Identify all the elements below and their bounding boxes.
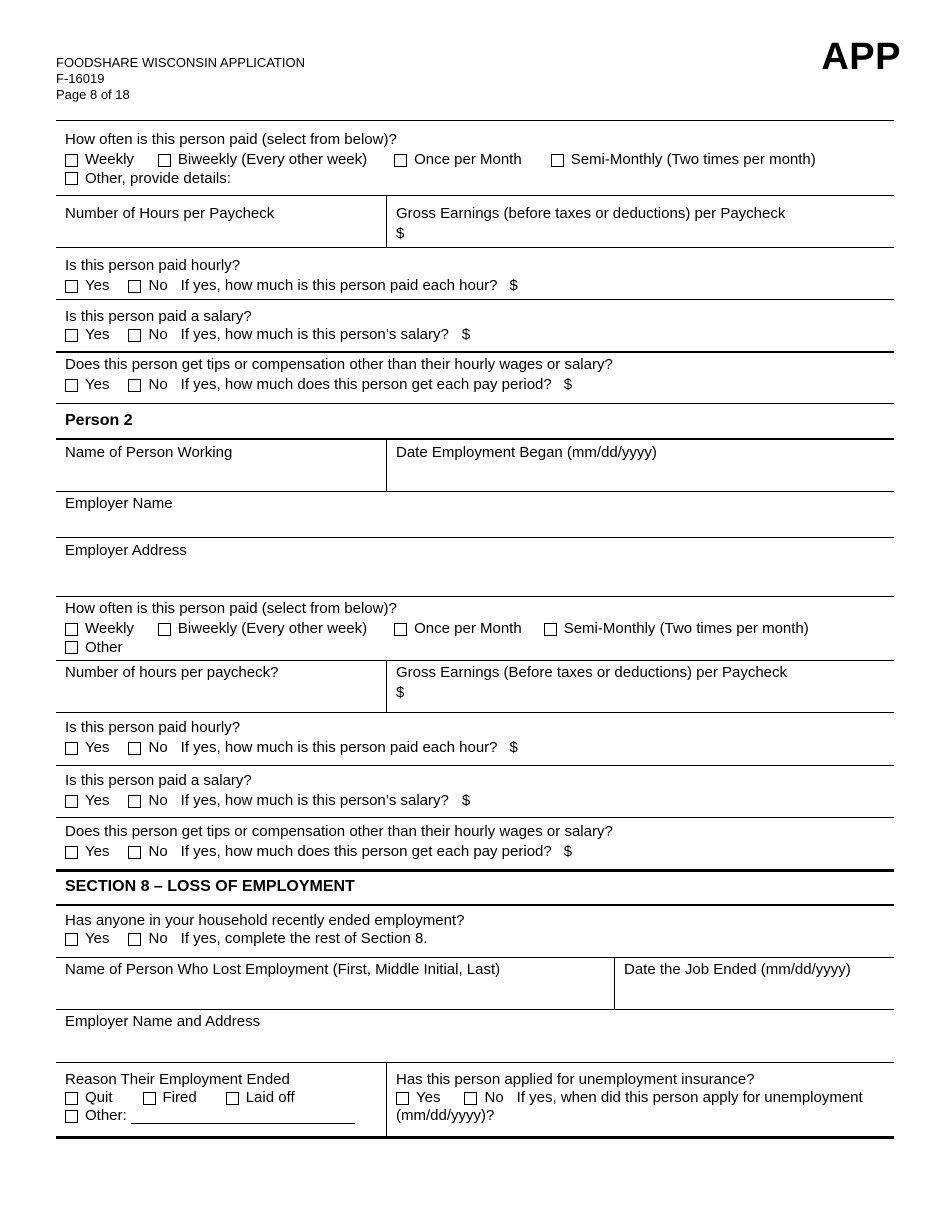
s8-ui-no-checkbox[interactable] xyxy=(464,1092,477,1105)
s8-other-input[interactable] xyxy=(131,1109,355,1124)
s8-other-checkbox[interactable] xyxy=(65,1110,78,1123)
p1-gross-dollar: $ xyxy=(396,225,405,242)
p1-other-checkbox[interactable] xyxy=(65,172,78,185)
p1-salary-yes-checkbox[interactable] xyxy=(65,329,78,342)
p2-other-checkbox[interactable] xyxy=(65,641,78,654)
s8-quit-label: Quit xyxy=(85,1089,113,1106)
p1-hourly-question: Is this person paid hourly? xyxy=(65,257,241,274)
s8-employer-row xyxy=(56,1009,894,1062)
s8-ended-row xyxy=(56,904,894,957)
p1-tips-dollar: $ xyxy=(563,376,573,393)
s8-other-label: Other: xyxy=(85,1107,127,1124)
p2-date-began-label: Date Employment Began (mm/dd/yyyy) xyxy=(396,444,657,461)
p1-tips-no-label: No xyxy=(148,376,168,393)
p1-frequency-question: How often is this person paid (select from below)? xyxy=(65,131,397,148)
p1-tips-no-checkbox[interactable] xyxy=(128,379,141,392)
p2-semi-monthly-label: Semi-Monthly (Two times per month) xyxy=(563,620,809,637)
s8-date-ended-label: Date the Job Ended (mm/dd/yyyy) xyxy=(624,961,851,978)
p2-salary-no-label: No xyxy=(148,792,168,809)
p1-hours-earnings-row xyxy=(56,195,894,247)
s8-reason-label: Reason Their Employment Ended xyxy=(65,1071,290,1088)
p1-tips-row xyxy=(56,351,894,403)
s8-ended-question: Has anyone in your household recently ended employment? xyxy=(65,912,465,929)
p1-semi-monthly-checkbox[interactable] xyxy=(551,154,564,167)
s8-quit-checkbox[interactable] xyxy=(65,1092,78,1105)
p2-salary-question: Is this person paid a salary? xyxy=(65,772,252,789)
p1-salary-no-checkbox[interactable] xyxy=(128,329,141,342)
p2-employer-address-field[interactable] xyxy=(56,538,894,596)
s8-ui-followup-date: (mm/dd/yyyy)? xyxy=(396,1107,495,1124)
p1-hourly-yes-label: Yes xyxy=(85,277,110,294)
p1-tips-followup: If yes, how much does this person get each pay period? xyxy=(180,376,552,393)
p1-tips-yes-label: Yes xyxy=(85,376,110,393)
p2-employer-address-label: Employer Address xyxy=(65,542,187,559)
p2-tips-row xyxy=(56,817,894,869)
p2-once-monthly-label: Once per Month xyxy=(414,620,522,637)
s8-laid-off-label: Laid off xyxy=(245,1089,295,1106)
p2-gross-field[interactable] xyxy=(386,661,894,712)
p2-hourly-yes-checkbox[interactable] xyxy=(65,742,78,755)
s8-reason-ui-row xyxy=(56,1062,894,1139)
p2-hourly-dollar: $ xyxy=(509,739,518,756)
p1-biweekly-label: Biweekly (Every other week) xyxy=(177,151,368,168)
p1-hourly-dollar: $ xyxy=(509,277,518,294)
p2-other-label: Other xyxy=(85,639,123,656)
p2-salary-row xyxy=(56,765,894,817)
s8-ui-yes-checkbox[interactable] xyxy=(396,1092,409,1105)
p1-hourly-row xyxy=(56,247,894,299)
p1-hours-label: Number of Hours per Paycheck xyxy=(65,205,275,222)
s8-name-date-row xyxy=(56,957,894,1009)
p2-hourly-row xyxy=(56,712,894,765)
p2-tips-no-checkbox[interactable] xyxy=(128,846,141,859)
form-number: F-16019 xyxy=(56,71,105,86)
p1-other-label: Other, provide details: xyxy=(85,170,231,187)
p2-salary-dollar: $ xyxy=(461,792,471,809)
p2-tips-followup: If yes, how much does this person get each pay period? xyxy=(180,843,552,860)
p1-salary-yes-label: Yes xyxy=(85,326,110,343)
p2-date-began-field[interactable] xyxy=(386,440,894,491)
p1-hours-field[interactable] xyxy=(56,196,387,247)
person2-heading-row xyxy=(56,403,894,438)
p1-hourly-yes-checkbox[interactable] xyxy=(65,280,78,293)
section8-heading: SECTION 8 – LOSS OF EMPLOYMENT xyxy=(65,878,355,895)
p1-hourly-no-label: No xyxy=(148,277,168,294)
p2-tips-no-label: No xyxy=(148,843,168,860)
form-title: FOODSHARE WISCONSIN APPLICATION xyxy=(56,55,305,70)
p2-employer-address-row xyxy=(56,537,894,596)
p2-tips-dollar: $ xyxy=(563,843,573,860)
p1-pay-frequency-row xyxy=(56,120,894,195)
p1-once-monthly-checkbox[interactable] xyxy=(394,154,407,167)
section8-heading-row xyxy=(56,869,894,904)
p1-gross-field[interactable] xyxy=(386,196,894,247)
p2-hourly-question: Is this person paid hourly? xyxy=(65,719,241,736)
s8-ended-yes-label: Yes xyxy=(85,930,110,947)
p2-tips-yes-checkbox[interactable] xyxy=(65,846,78,859)
app-badge: APP xyxy=(821,36,901,78)
p2-hourly-yes-label: Yes xyxy=(85,739,110,756)
p2-name-date-row xyxy=(56,438,894,491)
p2-gross-dollar: $ xyxy=(396,684,405,701)
p2-weekly-checkbox[interactable] xyxy=(65,623,78,636)
p1-hourly-followup: If yes, how much is this person paid each hour? xyxy=(180,277,498,294)
s8-ui-followup: If yes, when did this person apply for unemployment xyxy=(516,1089,863,1106)
s8-date-ended-field[interactable] xyxy=(614,958,894,1009)
p2-hours-label: Number of hours per paycheck? xyxy=(65,664,279,681)
p2-salary-yes-label: Yes xyxy=(85,792,110,809)
p1-salary-row xyxy=(56,299,894,351)
s8-fired-label: Fired xyxy=(162,1089,197,1106)
p2-semi-monthly-checkbox[interactable] xyxy=(544,623,557,636)
s8-ended-followup: If yes, complete the rest of Section 8. xyxy=(180,930,428,947)
s8-name-field[interactable] xyxy=(56,958,615,1009)
p1-salary-dollar: $ xyxy=(461,326,471,343)
p2-salary-followup: If yes, how much is this person’s salary? xyxy=(180,792,449,809)
form-body xyxy=(56,120,894,1139)
s8-name-label: Name of Person Who Lost Employment (First, Middle Initial, Last) xyxy=(65,961,501,978)
p1-hourly-no-checkbox[interactable] xyxy=(128,280,141,293)
p1-biweekly-checkbox[interactable] xyxy=(158,154,171,167)
s8-fired-checkbox[interactable] xyxy=(143,1092,156,1105)
p2-hours-earnings-row xyxy=(56,660,894,712)
p2-once-monthly-checkbox[interactable] xyxy=(394,623,407,636)
p2-name-field[interactable] xyxy=(56,440,387,491)
p2-biweekly-checkbox[interactable] xyxy=(158,623,171,636)
p1-tips-question: Does this person get tips or compensation other than their hourly wages or salary? xyxy=(65,356,613,373)
s8-ui-no-label: No xyxy=(484,1089,504,1106)
s8-ended-no-label: No xyxy=(148,930,168,947)
s8-employer-label: Employer Name and Address xyxy=(65,1013,261,1030)
p1-gross-label: Gross Earnings (before taxes or deductions) per Paycheck xyxy=(396,205,786,222)
p2-weekly-label: Weekly xyxy=(85,620,134,637)
p2-salary-yes-checkbox[interactable] xyxy=(65,795,78,808)
p2-tips-yes-label: Yes xyxy=(85,843,110,860)
p2-employer-name-label: Employer Name xyxy=(65,495,173,512)
p2-hourly-no-checkbox[interactable] xyxy=(128,742,141,755)
page-number: Page 8 of 18 xyxy=(56,87,130,102)
p1-once-monthly-label: Once per Month xyxy=(414,151,522,168)
p1-weekly-checkbox[interactable] xyxy=(65,154,78,167)
p1-semi-monthly-label: Semi-Monthly (Two times per month) xyxy=(570,151,816,168)
s8-ui-question: Has this person applied for unemployment insurance? xyxy=(396,1071,755,1088)
person2-heading: Person 2 xyxy=(65,412,133,429)
s8-employer-field[interactable] xyxy=(56,1010,894,1062)
s8-ended-yes-checkbox[interactable] xyxy=(65,933,78,946)
p2-name-label: Name of Person Working xyxy=(65,444,233,461)
p1-weekly-label: Weekly xyxy=(85,151,134,168)
p1-salary-question: Is this person paid a salary? xyxy=(65,308,252,325)
p2-frequency-question: How often is this person paid (select from below)? xyxy=(65,600,397,617)
p2-employer-name-field[interactable] xyxy=(56,492,894,537)
p2-hours-field[interactable] xyxy=(56,661,387,712)
s8-laid-off-checkbox[interactable] xyxy=(226,1092,239,1105)
p2-hourly-followup: If yes, how much is this person paid each hour? xyxy=(180,739,498,756)
p2-gross-label: Gross Earnings (Before taxes or deductions) per Paycheck xyxy=(396,664,788,681)
s8-ended-no-checkbox[interactable] xyxy=(128,933,141,946)
s8-ui-yes-label: Yes xyxy=(416,1089,441,1106)
p2-pay-frequency-row xyxy=(56,596,894,660)
p1-salary-followup: If yes, how much is this person’s salary? xyxy=(180,326,449,343)
p1-salary-no-label: No xyxy=(148,326,168,343)
p2-hourly-no-label: No xyxy=(148,739,168,756)
p1-tips-yes-checkbox[interactable] xyxy=(65,379,78,392)
p2-tips-question: Does this person get tips or compensation other than their hourly wages or salary? xyxy=(65,823,613,840)
p2-salary-no-checkbox[interactable] xyxy=(128,795,141,808)
p2-biweekly-label: Biweekly (Every other week) xyxy=(177,620,368,637)
p2-employer-name-row xyxy=(56,491,894,537)
